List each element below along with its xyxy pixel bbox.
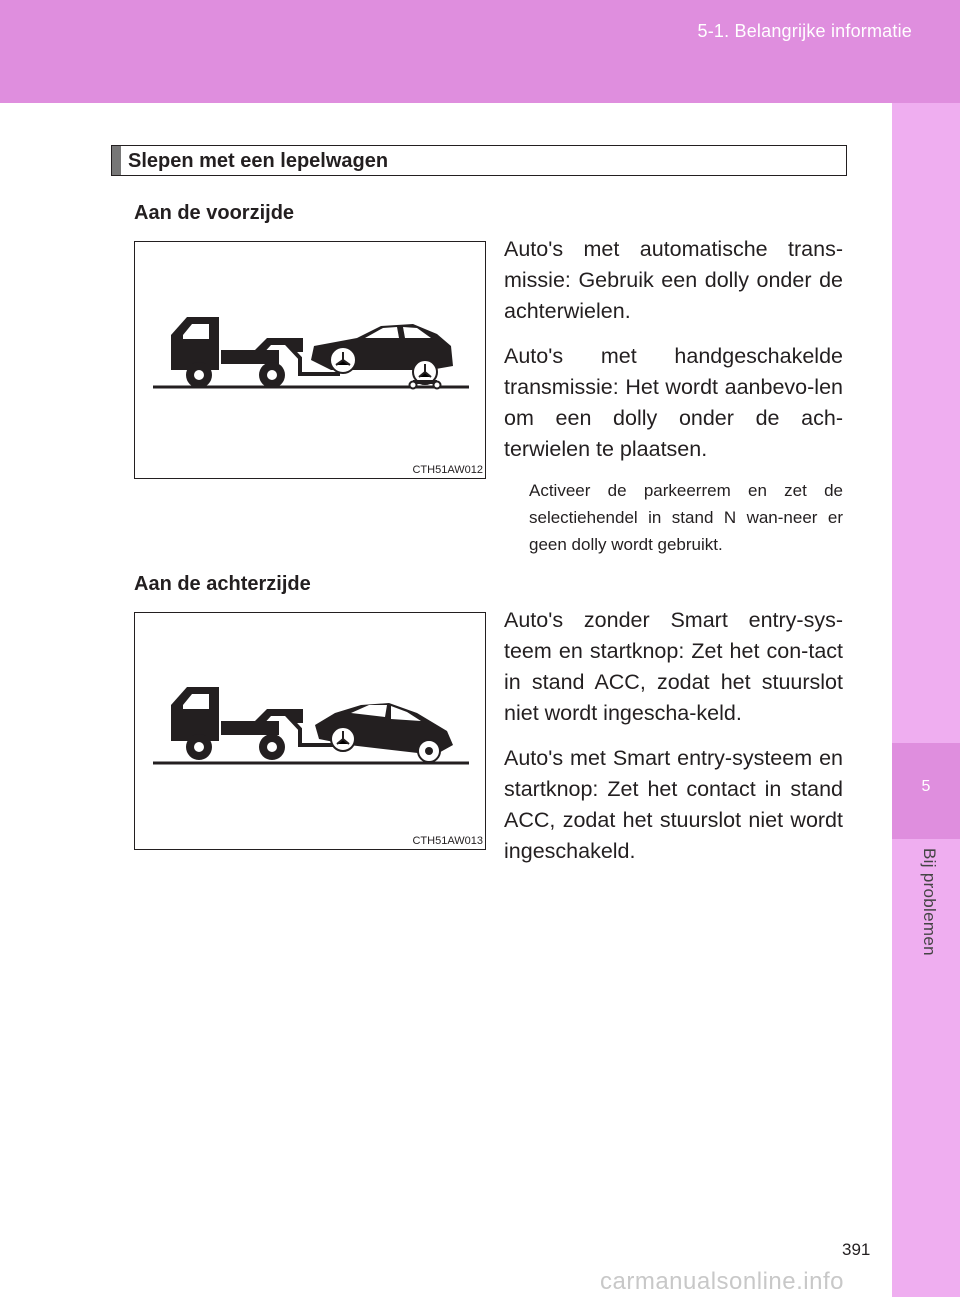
front-heading: Aan de voorzijde (134, 202, 295, 224)
sidebar (892, 103, 960, 1297)
section-heading-bar (111, 145, 847, 176)
front-text (504, 234, 843, 479)
rear-paragraph-1: Auto's zonder Smart entry-sys-teem en startknop: Zet het con-tact in stand ACC, zodat het stuurslot niet wordt ingescha-keld. (504, 608, 843, 725)
page-header (0, 0, 960, 103)
chapter-number: 5 (921, 778, 931, 795)
page-number: 391 (842, 1240, 871, 1259)
front-tow-figure (134, 241, 486, 479)
figure-code-rear: CTH51AW013 (412, 835, 483, 847)
front-note: Activeer de parkeerrem en zet de selectiehendel in stand N wan-neer er geen dolly wordt gebruikt. (529, 481, 843, 554)
front-paragraph-1: Auto's met automatische trans-missie: Gebruik een dolly onder de achterwielen. (504, 237, 843, 323)
header-title: 5-1. Belangrijke informatie (697, 21, 912, 41)
rear-paragraph-2: Auto's met Smart entry-systeem en startknop: Zet het contact in stand ACC, zodat het stuurslot niet wordt ingeschakeld. (504, 746, 843, 863)
rear-text (504, 605, 843, 881)
section-title: Slepen met een lepelwagen (128, 150, 389, 172)
figure-code-front: CTH51AW012 (412, 464, 483, 476)
chapter-tab (892, 743, 960, 839)
rear-heading: Aan de achterzijde (134, 573, 311, 595)
front-tow-illustration (135, 242, 485, 478)
rear-tow-figure (134, 612, 486, 850)
watermark: carmanualsonline.info (600, 1268, 844, 1295)
front-paragraph-2: Auto's met handgeschakelde transmissie: Het wordt aanbevo-len om een dolly onder de ach-terwielen te plaatsen. (504, 344, 843, 461)
chapter-label: Bij problemen (920, 848, 939, 956)
section-accent (112, 146, 121, 175)
rear-tow-illustration (135, 613, 485, 849)
